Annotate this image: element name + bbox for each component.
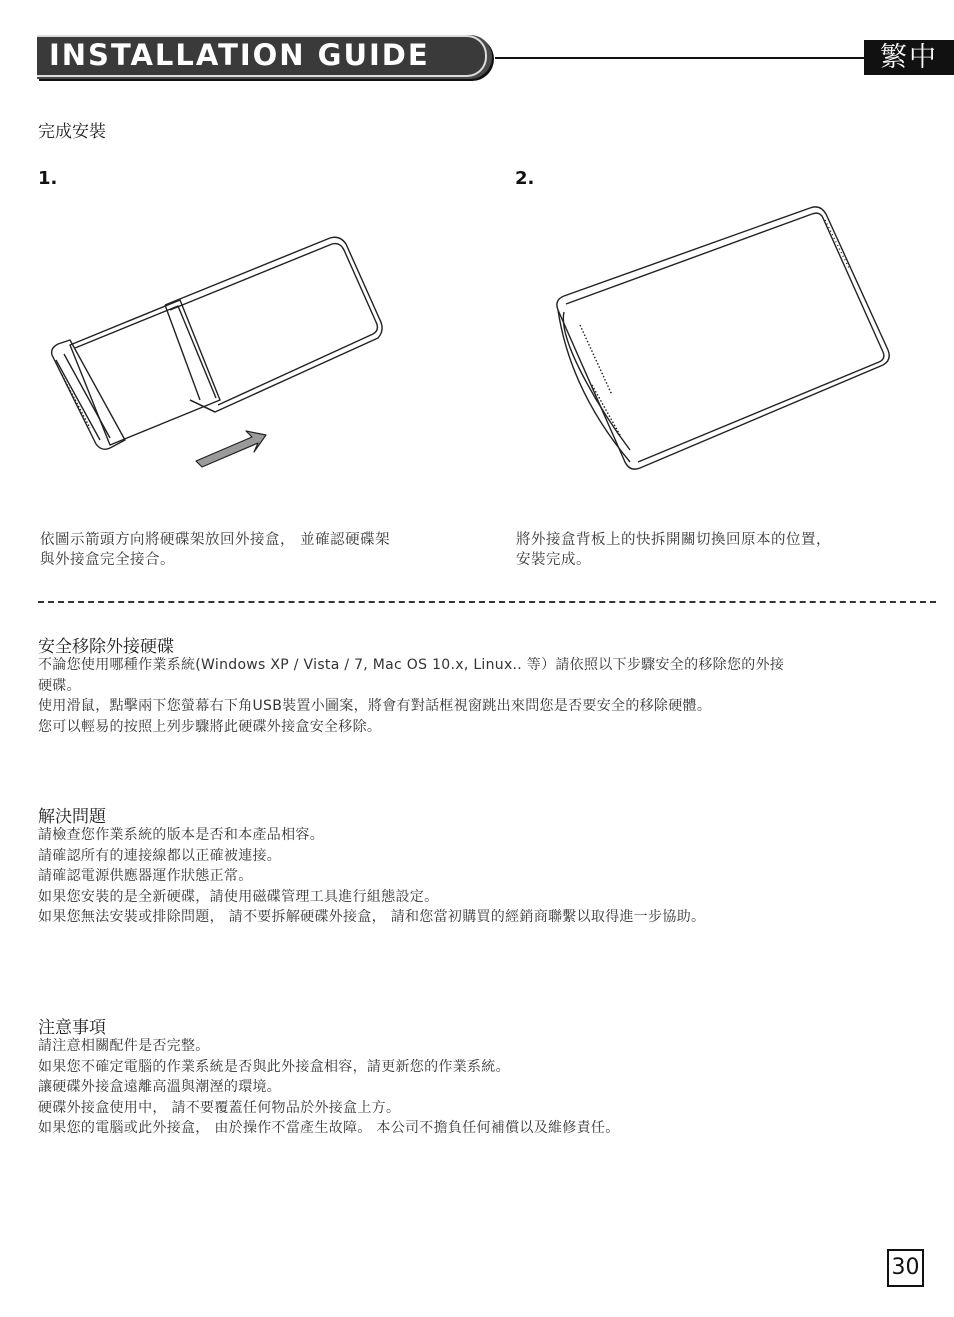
header-rule (495, 57, 903, 59)
section-divider (38, 601, 936, 603)
language-tag: 繁中 (864, 40, 954, 75)
page-header (37, 35, 954, 81)
install-heading: 完成安裝 (38, 122, 106, 142)
troubleshooting-body: 請檢查您作業系統的版本是否和本產品相容。 請確認所有的連接線都以正確被連接。 請確認電源供應器運作狀態正常。 如果您安裝的是全新硬碟，請使用磁碟管理工具進行組態設定。 如果您無法安裝或排除問題， 請不要拆解硬碟外接盒， 請和您當初購買的經銷商聯繫以取得進一步協助。 (38, 827, 706, 925)
safe-removal-body: 不論您使用哪種作業系統(Windows XP / Vista / 7, Mac OS 10.x, Linux.. 等）請依照以下步驟安全的移除您的外接 硬碟。 使用滑鼠，點擊兩下您螢幕右下角USB裝置小圖案，將會有對話框視窗跳出來問您是否要安全的移除硬體。 您可以輕易的按照上列步驟將此硬碟外接盒安全移除。 (38, 657, 785, 735)
notes-heading: 注意事項 (38, 1018, 106, 1038)
step-2-caption: 將外接盒背板上的快拆開關切換回原本的位置， 安裝完成。 (516, 532, 831, 568)
arrow-icon (196, 431, 266, 467)
safe-removal-heading: 安全移除外接硬碟 (38, 637, 174, 657)
notes-body: 請注意相關配件是否完整。 如果您不確定電腦的作業系統是否與此外接盒相容，請更新您的作業系統。 讓硬碟外接盒遠離高溫與潮溼的環境。 硬碟外接盒使用中， 請不要覆蓋任何物品於外接盒上方。 如果您的電腦或此外接盒， 由於操作不當產生故障。 本公司不擔負任何補償以及維修責任。 (38, 1038, 620, 1136)
page-number: 30 (887, 1249, 924, 1287)
step-2-number: 2. (515, 168, 535, 189)
troubleshooting-heading: 解決問題 (38, 807, 106, 827)
header-banner (37, 35, 492, 79)
guide-title: INSTALLATION GUIDE (49, 38, 430, 72)
step-1-number: 1. (38, 168, 58, 189)
step-1-illustration (40, 230, 400, 480)
step-2-illustration (550, 200, 895, 475)
step-1-caption: 依圖示箭頭方向將硬碟架放回外接盒， 並確認硬碟架 與外接盒完全接合。 (40, 532, 391, 568)
